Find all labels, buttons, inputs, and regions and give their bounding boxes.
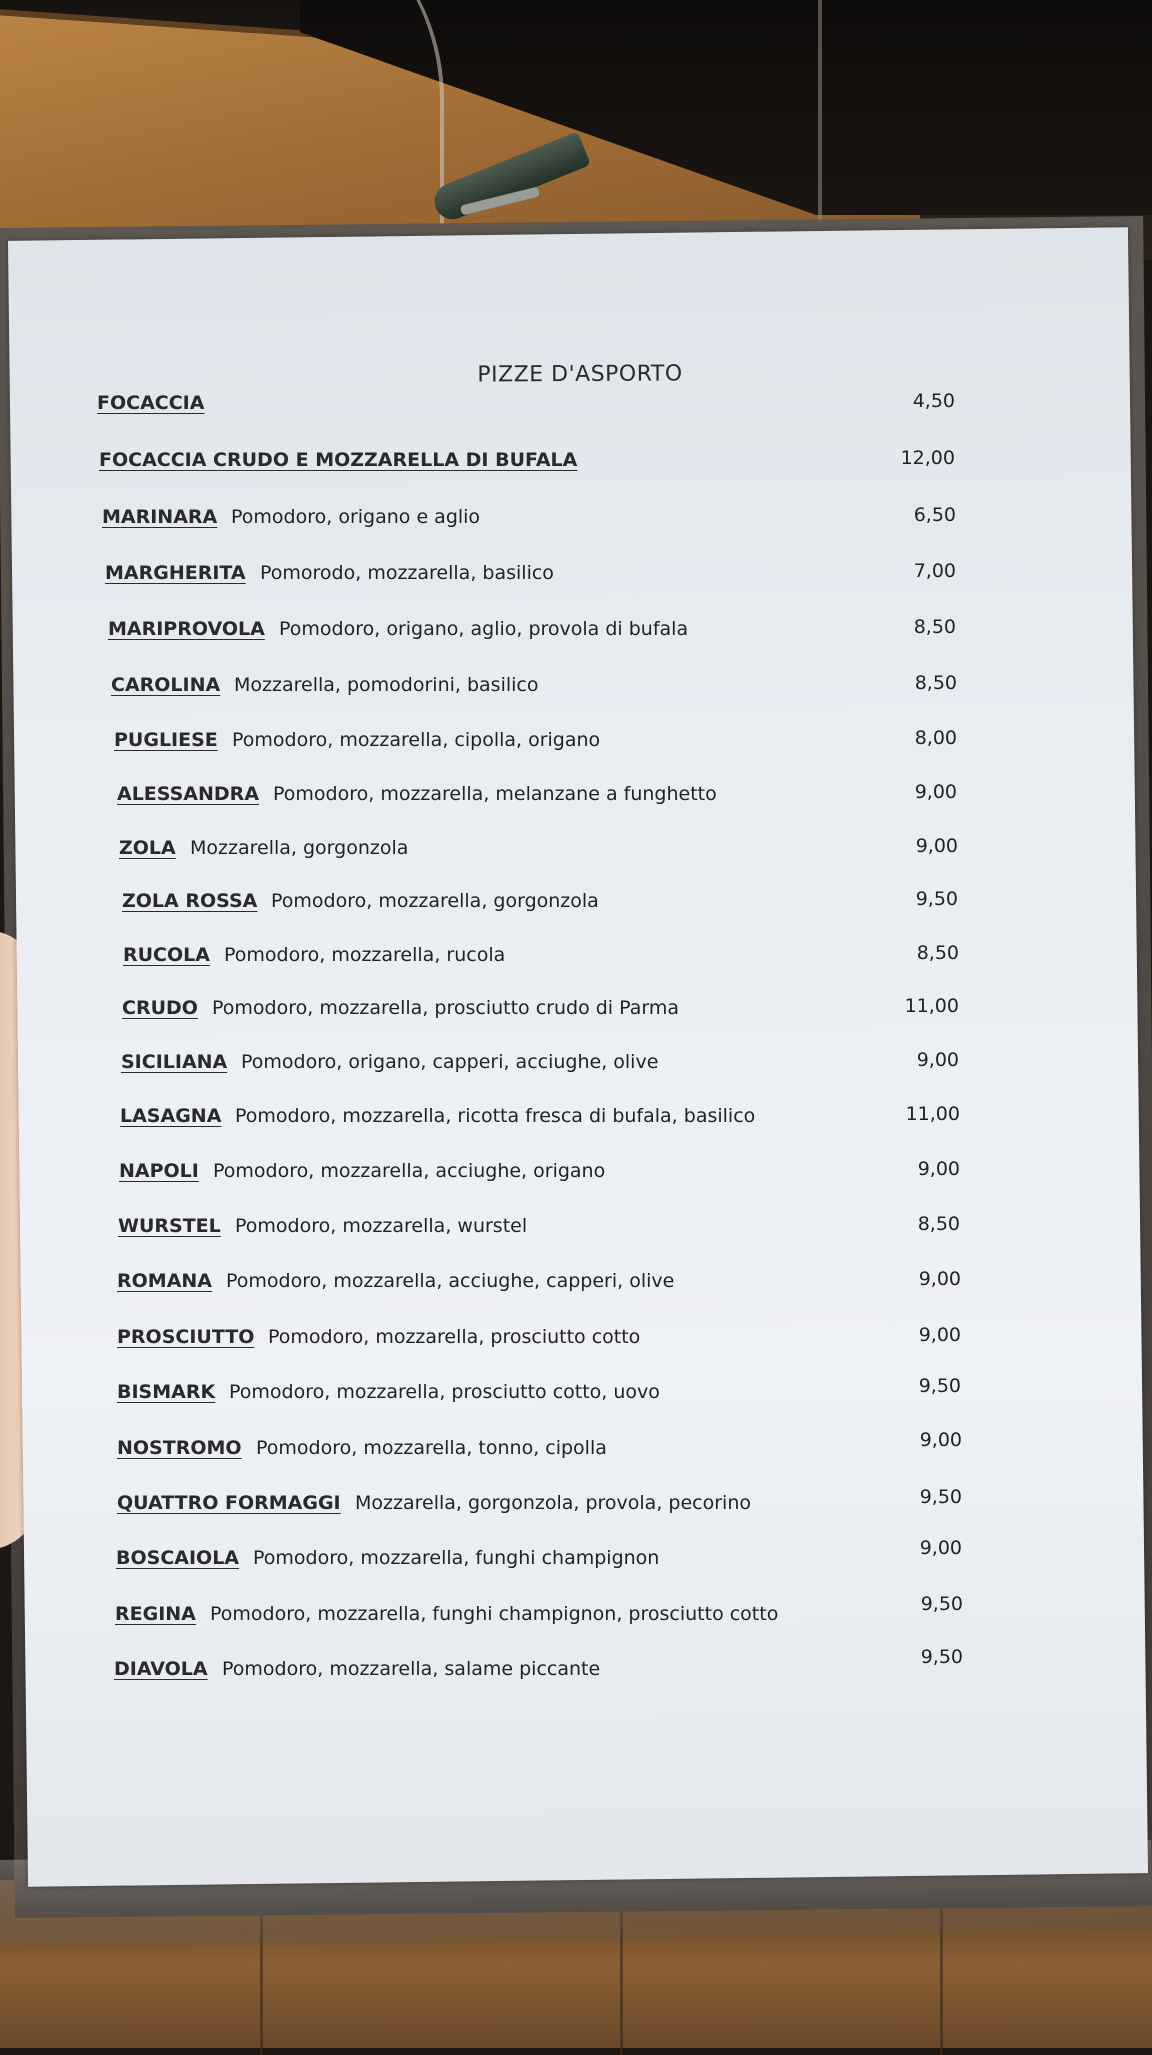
pizza-price: 9,50	[920, 1646, 963, 1668]
pizza-name: PUGLIESE	[114, 729, 218, 751]
menu-item	[0, 1593, 1152, 1637]
menu-item	[0, 1646, 1152, 1692]
pizza-price: 9,50	[918, 1375, 961, 1397]
pizza-name: LASAGNA	[120, 1105, 222, 1127]
menu-item	[0, 1537, 1152, 1581]
menu-item	[0, 392, 1152, 426]
pizza-name: QUATTRO FORMAGGI	[117, 1492, 341, 1514]
pizza-name: REGINA	[115, 1603, 196, 1625]
pizza-description: Mozzarella, pomodorini, basilico	[234, 674, 539, 696]
pizza-description: Pomodoro, mozzarella, prosciutto cotto, uovo	[229, 1381, 660, 1403]
pizza-description: Pomodoro, origano, aglio, provola di bufala	[279, 618, 689, 640]
menu-item	[0, 562, 1152, 596]
pizza-price: 8,50	[916, 942, 959, 964]
pizza-name: MARIPROVOLA	[108, 618, 265, 640]
menu-item	[0, 1375, 1152, 1415]
pizza-name: FOCACCIA CRUDO E MOZZARELLA DI BUFALA	[99, 449, 578, 471]
pizza-description: Pomodoro, mozzarella, prosciutto cotto	[268, 1326, 641, 1348]
pizza-description: Pomodoro, mozzarella, ricotta fresca di bufala, basilico	[235, 1105, 756, 1127]
pizza-price: 11,00	[904, 995, 959, 1017]
pizza-price: 4,50	[912, 390, 955, 412]
pizza-description: Pomodoro, mozzarella, funghi champignon	[253, 1547, 660, 1569]
pizza-price: 8,00	[914, 727, 957, 749]
pizza-name: ROMANA	[117, 1270, 212, 1292]
pizza-name: MARGHERITA	[105, 562, 246, 584]
menu-item	[0, 1105, 1152, 1139]
pizza-price: 6,50	[913, 504, 956, 526]
plexiglass-edge	[818, 0, 822, 220]
menu-item	[0, 729, 1152, 763]
pizza-name: NAPOLI	[119, 1160, 199, 1182]
pizza-price: 9,00	[917, 1158, 960, 1180]
menu-item	[0, 1215, 1152, 1249]
menu-item	[0, 1051, 1152, 1085]
menu-item	[0, 1429, 1152, 1471]
pizza-price: 9,50	[920, 1593, 963, 1615]
pizza-description: Pomodoro, origano e aglio	[231, 506, 481, 528]
pizza-name: RUCOLA	[123, 944, 210, 966]
menu-item	[0, 944, 1152, 978]
menu-item	[0, 1270, 1152, 1304]
pizza-price: 9,00	[915, 835, 958, 857]
pizza-name: MARINARA	[102, 506, 218, 528]
pizza-description: Pomodoro, mozzarella, acciughe, capperi, olive	[226, 1270, 675, 1292]
pizza-price: 8,50	[917, 1213, 960, 1235]
menu-item	[0, 506, 1152, 540]
pizza-description: Pomodoro, mozzarella, prosciutto crudo di Parma	[212, 997, 679, 1019]
pizza-name: ZOLA	[119, 837, 176, 859]
pizza-price: 9,00	[919, 1429, 962, 1451]
pizza-name: NOSTROMO	[117, 1437, 242, 1459]
menu-item	[0, 1160, 1152, 1194]
pizza-price: 9,50	[919, 1486, 962, 1508]
pizza-description: Pomorodo, mozzarella, basilico	[260, 562, 554, 584]
pizza-description: Pomodoro, mozzarella, funghi champignon, prosciutto cotto	[210, 1603, 779, 1625]
pizza-description: Pomodoro, mozzarella, cipolla, origano	[232, 729, 601, 751]
pizza-name: ZOLA ROSSA	[122, 890, 258, 912]
pizza-description: Pomodoro, mozzarella, salame piccante	[222, 1658, 601, 1680]
pizza-price: 9,00	[918, 1324, 961, 1346]
pizza-description: Mozzarella, gorgonzola, provola, pecorino	[355, 1492, 751, 1514]
pizza-name: CRUDO	[122, 997, 198, 1019]
menu-item	[0, 1326, 1152, 1360]
pizza-price: 9,00	[914, 781, 957, 803]
menu-item	[0, 1486, 1152, 1526]
menu-item	[0, 837, 1152, 871]
pizza-price: 7,00	[913, 560, 956, 582]
pizza-price: 8,50	[914, 672, 957, 694]
pizza-description: Mozzarella, gorgonzola	[190, 837, 409, 859]
pizza-price: 12,00	[900, 447, 955, 469]
pizza-name: BISMARK	[117, 1381, 216, 1403]
pizza-description: Pomodoro, mozzarella, tonno, cipolla	[256, 1437, 607, 1459]
menu-item	[0, 783, 1152, 817]
pizza-name: FOCACCIA	[97, 392, 205, 414]
menu-item	[0, 674, 1152, 708]
menu-item	[0, 890, 1152, 924]
pizza-description: Pomodoro, origano, capperi, acciughe, olive	[241, 1051, 659, 1073]
menu-item	[0, 618, 1152, 652]
pizza-name: CAROLINA	[111, 674, 221, 696]
pizza-name: PROSCIUTTO	[117, 1326, 255, 1348]
pizza-price: 9,00	[916, 1049, 959, 1071]
pizza-description: Pomodoro, mozzarella, wurstel	[235, 1215, 528, 1237]
pizza-name: BOSCAIOLA	[116, 1547, 239, 1569]
menu-item	[0, 997, 1152, 1031]
pizza-price: 9,00	[919, 1537, 962, 1559]
pizza-description: Pomodoro, mozzarella, melanzane a funghetto	[273, 783, 717, 805]
menu-item	[0, 449, 1152, 483]
pizza-description: Pomodoro, mozzarella, acciughe, origano	[213, 1160, 606, 1182]
pizza-price: 9,50	[915, 888, 958, 910]
plexiglass-screen	[180, 0, 444, 240]
pizza-price: 9,00	[918, 1268, 961, 1290]
pizza-name: DIAVOLA	[114, 1658, 208, 1680]
pizza-price: 8,50	[913, 616, 956, 638]
pizza-description: Pomodoro, mozzarella, gorgonzola	[271, 890, 599, 912]
pizza-description: Pomodoro, mozzarella, rucola	[224, 944, 506, 966]
pizza-name: SICILIANA	[121, 1051, 228, 1073]
pizza-price: 11,00	[905, 1103, 960, 1125]
pizza-name: ALESSANDRA	[117, 783, 260, 805]
pizza-name: WURSTEL	[118, 1215, 221, 1237]
menu-title: PIZZE D'ASPORTO	[477, 361, 683, 388]
